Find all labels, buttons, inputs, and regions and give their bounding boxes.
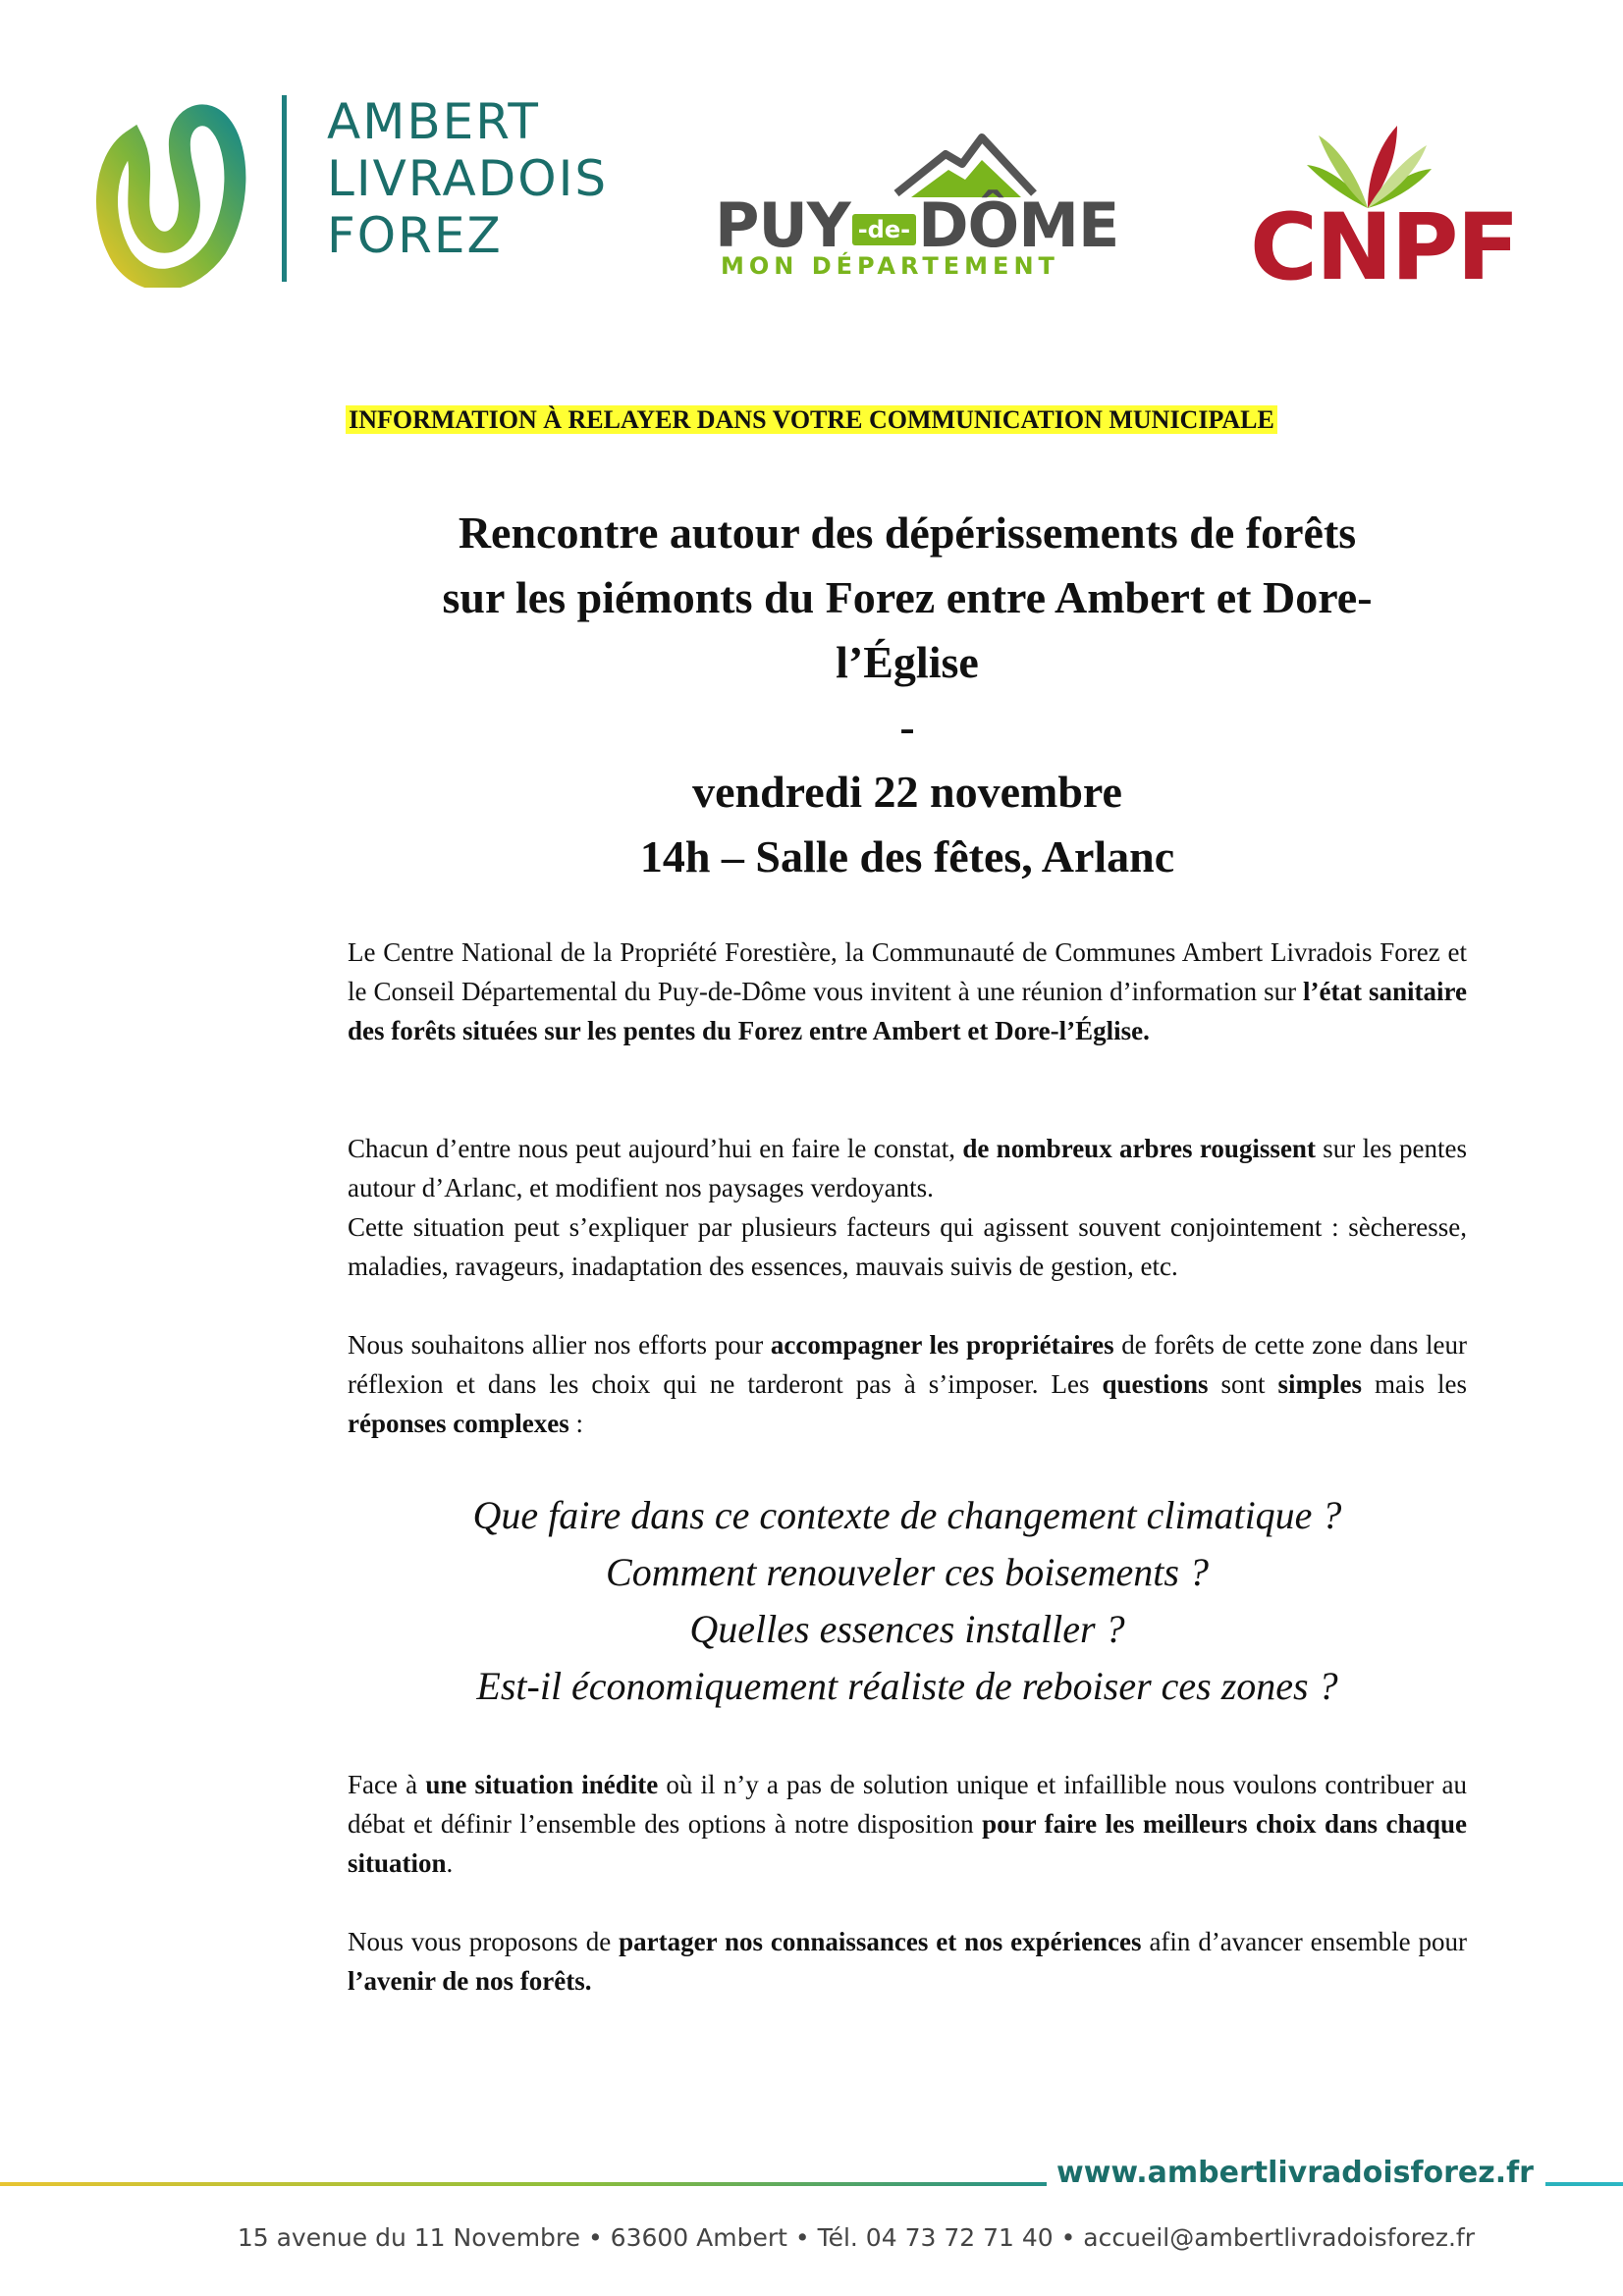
event-title: [295, 501, 1520, 889]
ambert-line-1: AMBERT: [327, 93, 540, 150]
p5-bold-1: partager nos connaissances et nos expériences: [619, 1927, 1142, 1956]
ambert-divider: [282, 95, 287, 282]
p4-bold-1: une situation inédite: [425, 1770, 659, 1799]
p4-text-3: .: [446, 1848, 454, 1878]
question-item: Que faire dans ce contexte de changement climatique ?: [472, 1493, 1342, 1537]
puy-part-1: PUY: [715, 189, 850, 261]
event-place: 14h – Salle des fêtes, Arlanc: [639, 831, 1175, 881]
p4-bold-2: pour faire les meilleurs choix dans chaque situation: [348, 1809, 1467, 1878]
p3-bold-2: questions: [1102, 1369, 1209, 1399]
p3-text-4: mais les: [1362, 1369, 1467, 1399]
ambert-wordmark: [327, 93, 608, 264]
questions-list: [295, 1487, 1520, 1715]
event-date: vendredi 22 novembre: [692, 767, 1122, 817]
p5-text-2: afin d’avancer ensemble pour: [1141, 1927, 1467, 1956]
footer-address: 15 avenue du 11 Novembre • 63600 Ambert • Tél. 04 73 72 71 40 • accueil@ambertlivradoisforez.fr: [237, 2223, 1475, 2252]
ambert-line-3: FOREZ: [327, 207, 503, 264]
p2-text-3: Cette situation peut s’expliquer par plusieurs facteurs qui agissent souvent conjointement : sècheresse, maladies, ravageurs, inadaptation des essences, mauvais suivis de gestion, etc.: [348, 1212, 1467, 1281]
question-item: Comment renouveler ces boisements ?: [606, 1550, 1209, 1594]
p3-text-3: sont: [1208, 1369, 1278, 1399]
title-line-2: sur les piémonts du Forez entre Ambert et Dore-: [442, 572, 1373, 622]
p3-bold-3: simples: [1277, 1369, 1363, 1399]
ambert-swirl-icon: [93, 101, 260, 288]
title-line-1: Rencontre autour des dépérissements de forêts: [458, 507, 1357, 558]
question-item: Quelles essences installer ?: [689, 1607, 1125, 1651]
ambert-livradois-forez-logo: [93, 93, 643, 290]
p2-text-2: sur les pentes autour d’Arlanc, et modifient nos paysages verdoyants.: [348, 1134, 1467, 1202]
ambert-line-2: LIVRADOIS: [327, 150, 609, 207]
banner-text: INFORMATION À RELAYER DANS VOTRE COMMUNICATION MUNICIPALE: [346, 405, 1277, 434]
p3-text-2: de forêts de cette zone dans leur réflexion et dans les choix qui ne tarderont pas à s’imposer. Les: [348, 1330, 1467, 1399]
puy-de-dome-logo: [715, 133, 1119, 285]
p5-bold-2: l’avenir de nos forêts.: [348, 1966, 592, 1996]
p4-text-2: où il n’y a pas de solution unique et infaillible nous voulons contribuer au débat et définir l’ensemble des options à notre disposition: [348, 1770, 1468, 1839]
cnpf-wordmark: CNPF: [1250, 194, 1518, 301]
p2-text-1: Chacun d’entre nous peut aujourd’hui en faire le constat,: [348, 1134, 963, 1163]
p3-bold-1: accompagner les propriétaires: [770, 1330, 1114, 1360]
paragraph-support: [348, 1325, 1467, 1443]
paragraph-invitation: [348, 933, 1467, 1050]
p3-text-5: :: [568, 1409, 583, 1438]
puy-wordmark: [715, 189, 1118, 261]
p2-bold: de nombreux arbres rougissent: [962, 1134, 1316, 1163]
p5-text-1: Nous vous proposons de: [348, 1927, 620, 1956]
paragraph-proposal: [348, 1922, 1467, 2001]
paragraph-situation: [348, 1765, 1467, 1883]
p1-bold: l’état sanitaire des forêts situées sur les pentes du Forez entre Ambert et Dore-l’Église.: [348, 977, 1467, 1045]
puy-subtitle: MON DÉPARTEMENT: [721, 252, 1059, 280]
question-item: Est-il économiquement réaliste de reboiser ces zones ?: [476, 1664, 1338, 1708]
p1-text: Le Centre National de la Propriété Forestière, la Communauté de Communes Ambert Livradois Forez et le Conseil Départemental du Puy-de-Dôme vous invitent à une réunion d’information sur: [348, 937, 1467, 1006]
p3-text-1: Nous souhaitons allier nos efforts pour: [348, 1330, 771, 1360]
paragraph-observation: [348, 1129, 1467, 1286]
p3-bold-4: réponses complexes: [348, 1409, 569, 1438]
communication-banner: [0, 405, 1623, 435]
puy-part-3: DÔME: [918, 189, 1119, 261]
footer-website-link[interactable]: www.ambertlivradoisforez.fr: [1047, 2156, 1545, 2190]
cnpf-logo: [1245, 118, 1518, 301]
title-line-3: l’Église: [836, 637, 979, 687]
puy-part-2: -de-: [852, 214, 916, 245]
title-separator: -: [899, 702, 915, 752]
p4-text-1: Face à: [348, 1770, 426, 1799]
